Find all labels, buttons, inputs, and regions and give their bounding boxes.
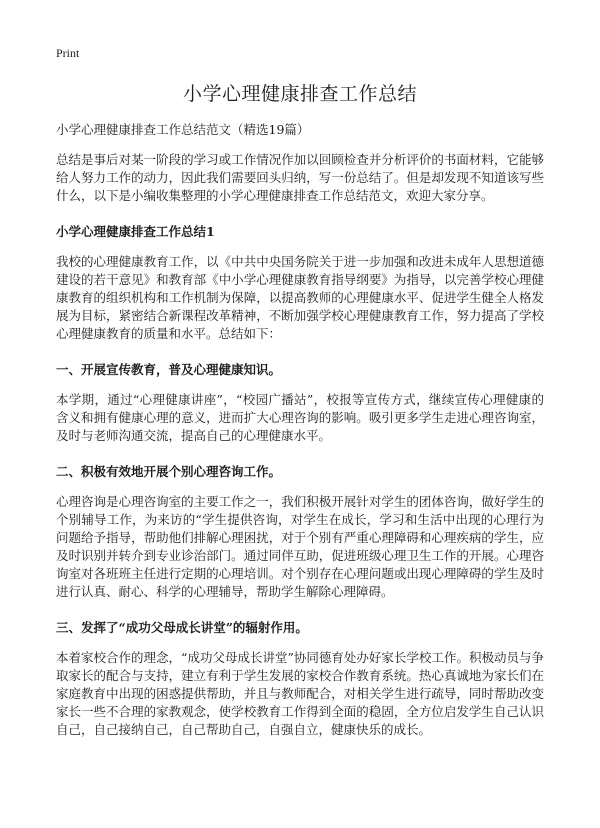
article-heading: 小学心理健康排查工作总结1 xyxy=(56,224,215,239)
article-intro-paragraph: 我校的心理健康教育工作，以《中共中央国务院关于进一步加强和改进未成年人思想道德建设的若干意见》和教育部《中小学心理健康教育指导纲要》为指导，以完善学校心理健康教育的组织机构和工作机制为保障，以提高教师的心理健康水平、促进学生健全人格发展为目标，紧密结合新课程改革精神，不断加强学校心理健康教育工作，努力提高了学校心理健康教育的质量和水平。总结如下： xyxy=(56,254,544,341)
document-title: 小学心理健康排查工作总结 xyxy=(182,83,417,105)
section-heading-3: 三、发挥了“成功父母成长讲堂”的辐射作用。 xyxy=(56,620,308,635)
section-body-1: 本学期，通过“心理健康讲座”，“校园广播站”，校报等宣传方式，继续宣传心理健康的含义和拥有健康心理的意义，进而扩大心理咨询的影响。吸引更多学生走进心理咨询室，及时与老师沟通交流，提高自己的心理健康水平。 xyxy=(56,392,544,443)
section-body-2: 心理咨询是心理咨询室的主要工作之一，我们积极开展针对学生的团体咨询，做好学生的个别辅导工作，为来访的“学生提供咨询，对学生在成长，学习和生活中出现的心理行为问题给予指导，帮助他们排解心理困扰，对于个别有严重心理障碍和心理疾病的学生，应及时识别并转介到专业诊治部门。通过同伴互助，促进班级心理卫生工作的开展。心理咨询室对各班班主任进行定期的心理培训。对个别存在心理问题或出现心理障碍的学生及时进行认真、耐心、科学的心理辅导，帮助学生解除心理障碍。 xyxy=(56,494,544,599)
section-heading-1: 一、开展宣传教育，普及心理健康知识。 xyxy=(56,362,282,377)
print-link[interactable]: Print xyxy=(56,46,80,60)
intro-paragraph: 总结是事后对某一阶段的学习或工作情况作加以回顾检查并分析评价的书面材料，它能够给人努力工作的动力，因此我们需要回头归纳，写一份总结了。但是却发现不知道该写些什么，以下是小编收集整理的小学心理健康排查工作总结范文，欢迎大家分享。 xyxy=(56,152,544,203)
section-heading-2: 二、积极有效地开展个别心理咨询工作。 xyxy=(56,464,282,479)
document-subtitle: 小学心理健康排查工作总结范文（精选19篇） xyxy=(56,122,310,137)
section-body-3: 本着家校合作的理念，“成功父母成长讲堂”协同德育处办好家长学校工作。积极动员与争取家长的配合与支持，建立有利于学生发展的家校合作教育系统。热心真诚地为家长们在家庭教育中出现的困惑提供帮助，并且与教师配合，对相关学生进行疏导，同时帮助改变家长一些不合理的家教观念，使学校教育工作得到全面的稳固，全方位启发学生自己认识自己，自己接纳自己，自己帮助自己，自强自立，健康快乐的成长。 xyxy=(56,650,544,737)
